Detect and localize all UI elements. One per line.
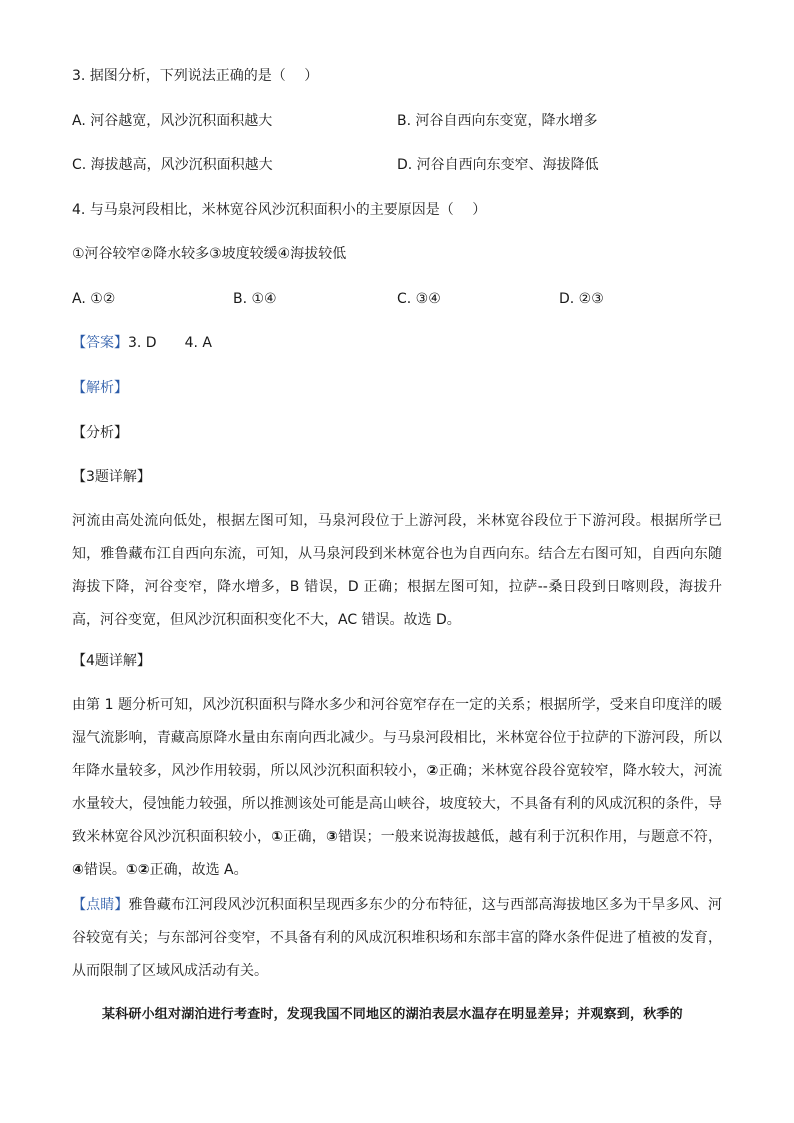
dianjing-label: 【点睛】	[72, 897, 129, 913]
analysis-label: 【解析】	[72, 380, 128, 396]
circled-2: ②	[426, 763, 439, 779]
circled-4: ④	[72, 862, 84, 878]
question-3-stem: 3. 据图分析，下列说法正确的是（ ）	[72, 68, 319, 84]
circled-1: ①	[271, 829, 284, 845]
q4-detail-text-3: 正确，	[283, 829, 326, 845]
q3-option-c: C. 海拔越高，风沙沉积面积越大	[72, 157, 273, 173]
q4-detail-text-6: 正确，故选 A。	[149, 862, 248, 878]
q4-option-a: A. ①②	[72, 291, 116, 307]
q4-detail-text-4: 错误；一般来说海拔越低，越有利于沉积作用，与题意不符，	[338, 829, 723, 845]
dianjing-paragraph	[72, 889, 722, 988]
answer-label: 【答案】	[72, 335, 128, 351]
dianjing-text: 雅鲁藏布江河段风沙沉积面积呈现西多东少的分布特征，这与西部高海拔地区多为干旱多风、河谷较宽有关；与东部河谷变窄，不具备有利的风成沉积堆积场和东部丰富的降水条件促进了植被的发育，从而限制了区域风成活动有关。	[72, 897, 723, 979]
q4-detail-text-1: 由第 1 题分析可知，风沙沉积面积与降水多少和河谷宽窄存在一定的关系；根据所学，受来自印度洋的暖湿气流影响，青藏高原降水量由东南向西北减少。与马泉河段相比，米林宽谷位于拉萨的下游河段，所以年降水量较多，风沙作用较弱，所以风沙沉积面积较小，	[72, 697, 722, 779]
q4-option-d: D. ②③	[559, 291, 604, 307]
q4-detail-text-5: 错误。	[83, 862, 126, 878]
next-material-text: 某科研小组对湖泊进行考查时，发现我国不同地区的湖泊表层水温存在明显差异；并观察到，秋季的	[102, 1007, 683, 1022]
circled-3: ③	[325, 829, 339, 845]
q3-detail-text: 河流由高处流向低处，根据左图可知，马泉河段位于上游河段，米林宽谷段位于下游河段。根据所学已知，雅鲁藏布江自西向东流，可知，从马泉河段到米林宽谷也为自西向东。结合左右图可知，自西向东随海拔下降，河谷变窄，降水增多，B 错误，D 正确；根据左图可知，拉萨--桑日段到日喀则段，海拔升高，河谷变宽，但风沙沉积面积变化不大，AC 错误。故选 D。	[72, 513, 722, 628]
q4-option-b: B. ①④	[233, 291, 277, 307]
q4-detail-label: 【4题详解】	[72, 653, 151, 669]
q3-option-a: A. 河谷越宽，风沙沉积面积越大	[72, 113, 273, 129]
q4-statements: ①河谷较窄②降水较多③坡度较缓④海拔较低	[72, 246, 347, 262]
q4-detail-text-2: 正确；米林宽谷段谷宽较窄，降水较大，河流水量较大，侵蚀能力较强，所以推测该处可能是高山峡谷，坡度较大，不具备有利的风成沉积的条件，导致米林宽谷风沙沉积面积较小，	[72, 763, 723, 845]
circled-1-2: ①②	[125, 862, 150, 878]
dianjing-text-block	[72, 889, 722, 988]
q3-option-b: B. 河谷自西向东变宽，降水增多	[397, 113, 598, 129]
q4-detail-text	[72, 689, 722, 887]
q3-option-d: D. 河谷自西向东变窄、海拔降低	[397, 157, 599, 173]
q3-detail-label: 【3题详解】	[72, 469, 151, 485]
q4-detail-paragraph	[72, 689, 722, 887]
question-4-stem: 4. 与马泉河段相比，米林宽谷风沙沉积面积小的主要原因是（ ）	[72, 202, 487, 218]
fenxi-label: 【分析】	[72, 425, 128, 441]
answer-text: 3. D 4. A	[128, 335, 212, 351]
answer-row	[72, 333, 212, 353]
q4-option-c: C. ③④	[397, 291, 441, 307]
q3-detail-paragraph	[72, 505, 722, 637]
